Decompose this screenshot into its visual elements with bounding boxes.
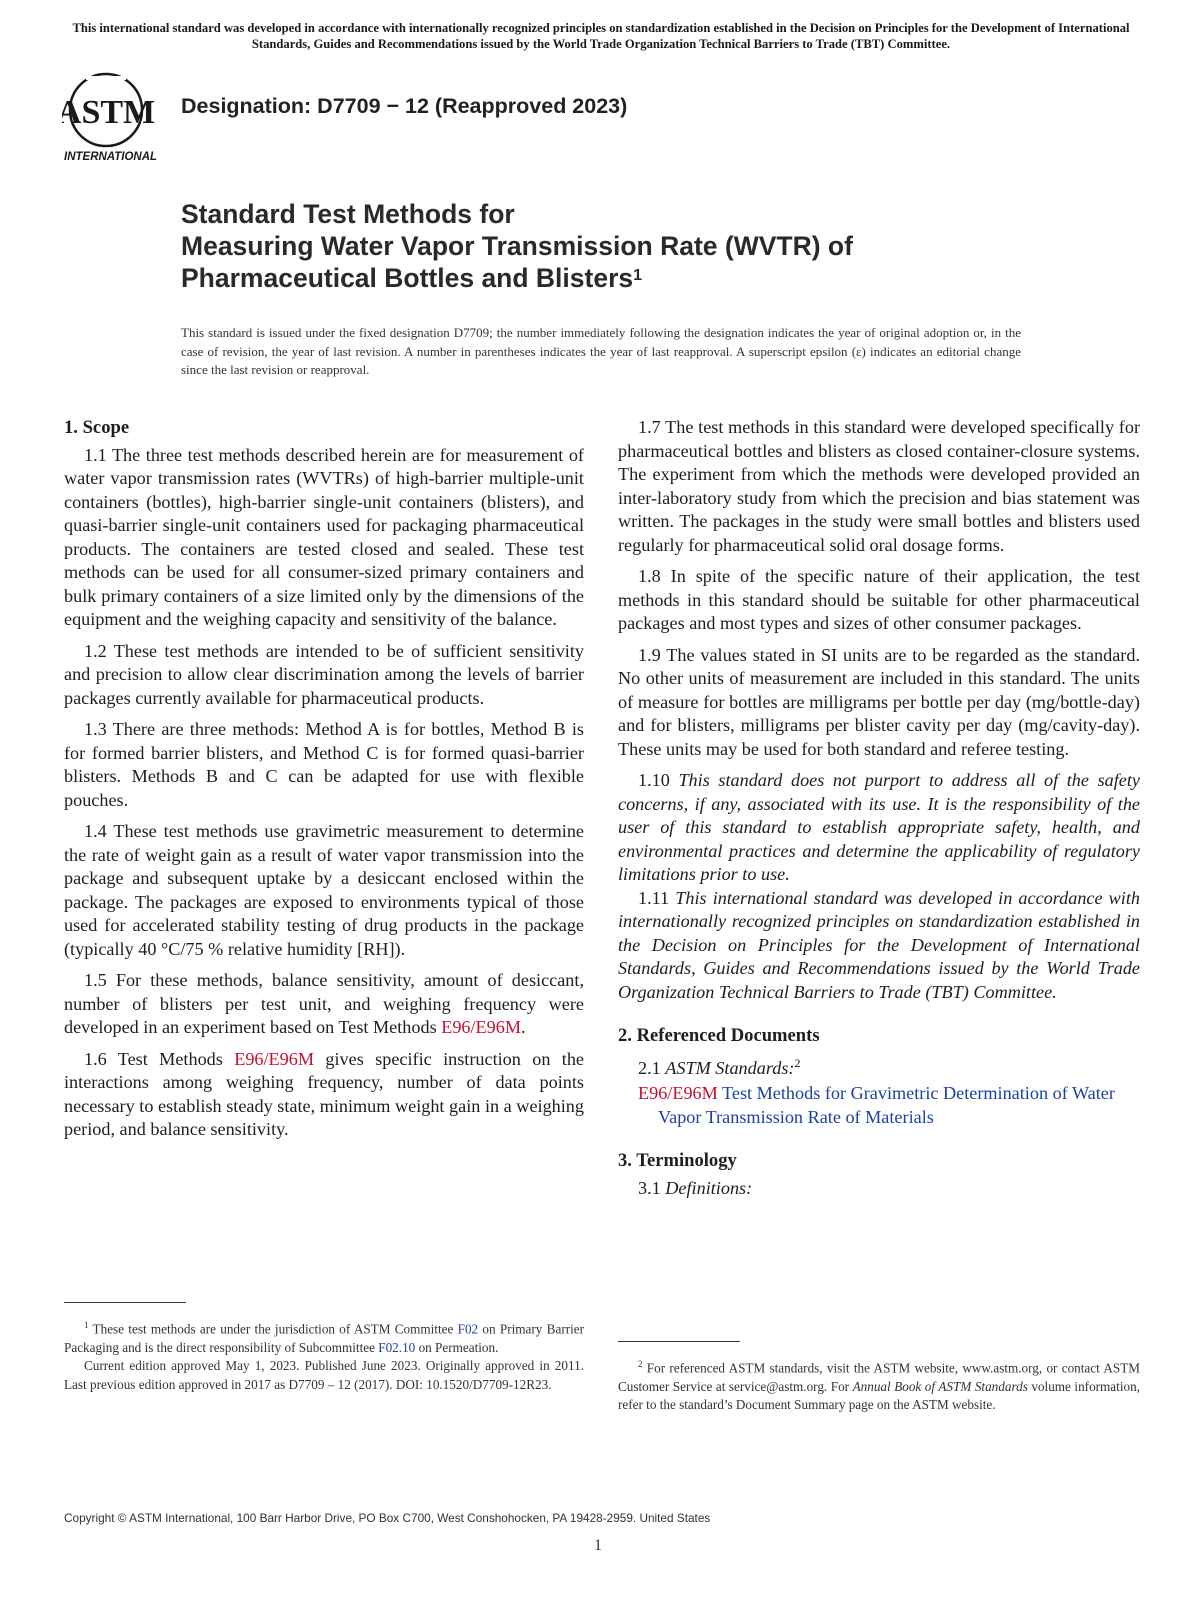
astm-logo-icon	[62, 68, 168, 164]
section-heading-referenced-documents: 2. Referenced Documents	[618, 1025, 820, 1046]
paragraph-1-10: 1.10 This standard does not purport to address all of the safety concerns, if any, associated with its use. It is the responsibility of the user of this standard to establish appropriate safety, health, and environmental practices and determine the applicability of regulatory limitations prior to use.	[618, 770, 1140, 884]
right-column	[618, 416, 1140, 1202]
copyright: Copyright © ASTM International, 100 Barr Harbor Drive, PO Box C700, West Conshohocken, PA 19428-2959. United States	[64, 1511, 711, 1525]
paragraph-1-1: 1.1 The three test methods described herein are for measurement of water vapor transmission rates (WVTRs) of high-barrier multiple-unit containers (bottles), high-barrier single-unit containers (blisters), and quasi-barrier single-unit containers used for packaging pharmaceutical products. The containers are tested closed and sealed. These test methods can be used for all consumer-sized primary containers and bulk primary containers of a size limited only by the dimensions of the equipment and the weighing capacity and sensitivity of the balance.	[64, 444, 584, 629]
paragraph-1-8: 1.8 In spite of the specific nature of their application, the test methods in this standard should be suitable for other pharmaceutical packages and most types and sizes of other consumer packages.	[618, 566, 1140, 633]
left-column	[64, 416, 584, 1150]
tbt-notice: This international standard was developed in accordance with internationally recognized principles on standardization established in the Decision on Principles for the Development of International Standards, Guides and Recommendations issued by the World Trade Organization Technical Barriers to Trade (TBT) Committee.	[72, 21, 1130, 51]
reference-title[interactable]: Test Methods for Gravimetric Determination of Water Vapor Transmission Rate of Materials	[658, 1083, 1115, 1127]
link-f02[interactable]: F02	[457, 1321, 479, 1337]
section-heading-scope: 1. Scope	[64, 417, 130, 438]
document-title	[181, 198, 1081, 294]
paragraph-1-9: 1.9 The values stated in SI units are to be regarded as the standard. No other units of measurement are included in this standard. The units of measure for bottles are milligrams per bottle per day (mg/bottle-day) and for blisters, milligrams per blister cavity per day (mg/cavity-day). These units may be used for both standard and referee testing.	[618, 644, 1140, 759]
title-line-1: Standard Test Methods for	[181, 199, 515, 229]
paragraph-1-11: 1.11 This international standard was developed in accordance with internationally recognized principles on standardization established in the Decision on Principles for the Development of International Standards, Guides and Recommendations issued by the World Trade Organization Technical Barriers to Trade (TBT) Committee.	[618, 887, 1140, 1002]
logo-letters: ASTM	[62, 94, 156, 131]
paragraph-1-5: 1.5 For these methods, balance sensitivity, amount of desiccant, number of blisters per test unit, and weighing frequency were developed in an experiment based on Test Methods E96/E96M.	[64, 970, 584, 1037]
link-e96[interactable]: E96/E96M	[234, 1048, 315, 1069]
paragraph-1-4: 1.4 These test methods use gravimetric measurement to determine the rate of weight gain as a result of water vapor transmission into the package and subsequent uptake by a desiccant enclosed within the package. The packages are exposed to environments typical of those used for accelerated stability testing of drug products in the package (typically 40 °C/75 % relative humidity [RH]).	[64, 821, 584, 959]
link-e96[interactable]: E96/E96M	[441, 1017, 522, 1037]
designation: Designation: D7709 − 12 (Reapproved 2023)	[181, 94, 628, 118]
astm-logo	[62, 68, 168, 164]
footnote-1: $^1$ These test methods are under the jurisdiction of ASTM Committee F02 on Primary Barrier Packaging and is the direct responsibility of Subcommittee F02.10 on Permeation. Current edition approved May 1, 2023. Published June 2023. Originally approved in 2011. Last previous edition approved in 2017 as D7709 – 12 (2017). DOI: 10.1520/D7709-12R23.	[64, 1316, 584, 1394]
paragraph-1-6: 1.6 Test Methods E96/E96M gives specific instruction on the interactions among weighing frequency, number of data points necessary to establish steady state, minimum weight gain in a weighing period, and balance sensitivity.	[64, 1048, 584, 1139]
logo-label: INTERNATIONAL	[64, 151, 158, 163]
reference-code[interactable]: E96/E96M	[638, 1083, 718, 1104]
issue-note: This standard is issued under the fixed designation D7709; the number immediately following the designation indicates the year of original adoption or, in the case of revision, the year of last revision. A number in parentheses indicates the year of last reapproval. A superscript epsilon (ε) indicates an editorial change since the last revision or reapproval.	[181, 325, 1021, 377]
page-number: 1	[594, 1537, 602, 1554]
paragraph-1-2: 1.2 These test methods are intended to be of sufficient sensitivity and precision to allow clear discrimination among the levels of barrier packages currently available for pharmaceutical products.	[64, 640, 584, 708]
title-footnote-mark[interactable]: 1	[633, 267, 643, 284]
link-f02-10[interactable]: F02.10	[378, 1339, 416, 1355]
footnote-2: $^2$ For referenced ASTM standards, visit the ASTM website, www.astm.org, or contact ASTM Customer Service at service@astm.org. For Annual Book of ASTM Standards volume information, refer to the standard’s Document Summary page on the ASTM website.	[618, 1359, 1140, 1413]
footnote-divider	[64, 1302, 186, 1303]
section-heading-terminology: 3. Terminology	[618, 1150, 737, 1172]
reference-e96[interactable]	[618, 1082, 1140, 1129]
title-line-2: Measuring Water Vapor Transmission Rate (WVTR) of	[181, 231, 853, 261]
title-line-3: Pharmaceutical Bottles and Blisters	[181, 263, 634, 293]
footnote-mark-2[interactable]: 2	[794, 1055, 801, 1070]
subsection-3-1: 3.1 Definitions:	[638, 1177, 753, 1198]
footnote-divider	[618, 1341, 740, 1342]
subsection-2-1: 2.1 ASTM Standards:$^2$	[638, 1055, 801, 1078]
footnote-1-edition: Current edition approved May 1, 2023. Published June 2023. Originally approved in 2011. Last previous edition approved in 2017 as D7709 – 12 (2017). DOI: 10.1520/D7709-12R23.	[64, 1358, 584, 1392]
paragraph-1-7: 1.7 The test methods in this standard were developed specifically for pharmaceutical bottles and blisters as closed container-closure systems. The experiment from which the methods were developed provided an inter-laboratory study from which the precision and bias statement was written. The packages in the study were small bottles and blisters used regularly for pharmaceutical solid oral dosage forms.	[618, 417, 1140, 555]
paragraph-1-3: 1.3 There are three methods: Method A is for bottles, Method B is for formed barrier blisters, and Method C is for formed quasi-barrier blisters. Methods B and C can be adapted for use with flexible pouches.	[64, 719, 584, 810]
